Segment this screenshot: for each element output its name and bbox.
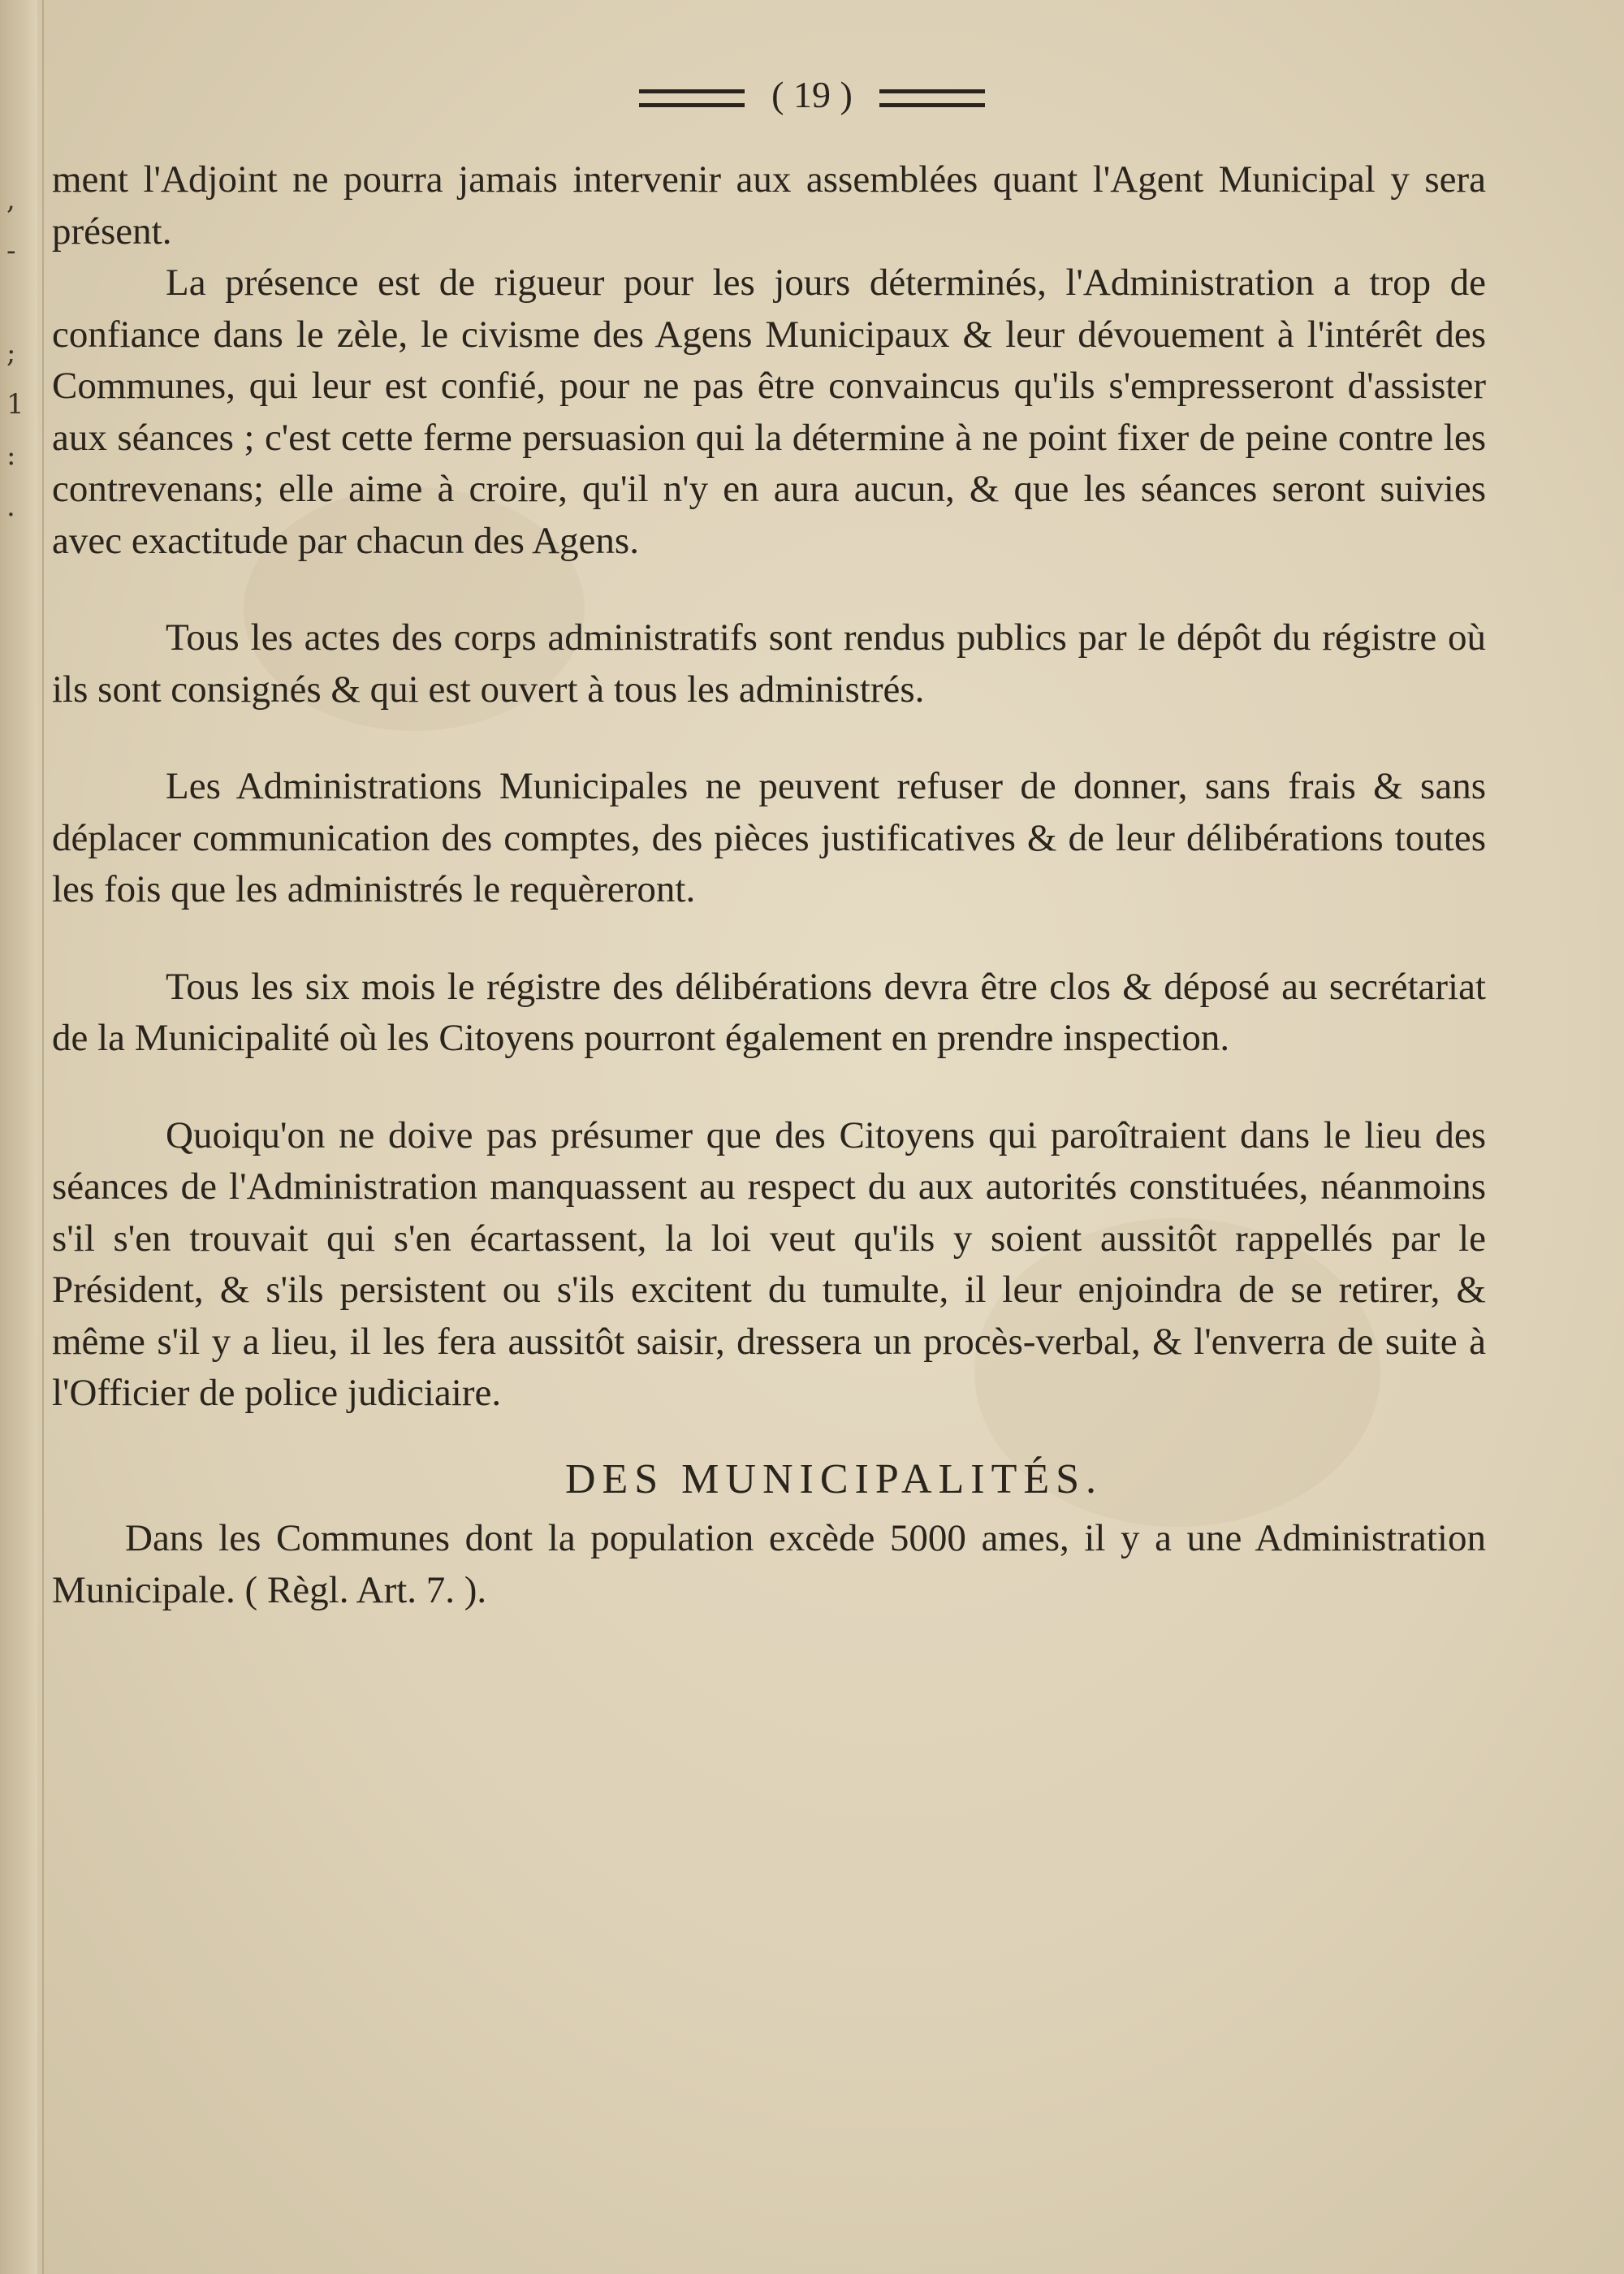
paragraph-continuation: ment l'Adjoint ne pourra jamais intervenir aux assemblées quant l'Agent Municipal y sera présent. <box>52 158 1486 253</box>
margin-mark: . <box>6 491 15 523</box>
margin-mark: : <box>6 439 16 472</box>
margin-mark: - <box>6 235 16 267</box>
header-rule-left <box>639 89 745 107</box>
margin-mark: 1 <box>6 388 24 421</box>
paragraph-order: Quoiqu'on ne doive pas présumer que des Citoyens qui paroîtraient dans le lieu des séances de l'Administration manquassent au respect du aux autorités constituées, néanmoins s'il s'en trouvait qui s'en écartassent, la loi veut qu'ils y soient aussitôt rappellés par le Président, & s'ils persistent ou s'ils excitent du tumulte, il leur enjoindra de se retirer, & même s'il y a lieu, il les fera aussitôt saisir, dressera un procès-verbal, & l'enverra de suite à l'Officier de police judiciaire. <box>52 1113 1486 1414</box>
paragraph-public-acts: Tous les actes des corps administratifs sont rendus publics par le dépôt du régistre où ils sont consignés & qui est ouvert à tous les administrés. <box>52 616 1486 711</box>
facing-page-margin-marks <box>6 175 31 533</box>
paragraph-register: Tous les six mois le régistre des délibérations devra être clos & déposé au secrétariat de la Municipalité où les Citoyens pourront également en prendre inspection. <box>52 965 1486 1059</box>
page-body <box>52 154 1486 1616</box>
page-number: ( 19 ) <box>771 74 853 115</box>
margin-mark <box>6 277 31 328</box>
paragraph-presence: La présence est de rigueur pour les jours déterminés, l'Administration a trop de confiance dans le zèle, le civisme des Agens Municipaux & leur dévouement à l'intérêt des Communes, qui leur est confié, pour ne pas être convaincus qu'ils s'empresseront d'assister aux séances ; c'est cette ferme persuasion qui la détermine à ne point fixer de peine contre les contrevenans; elle aime à croire, qu'il n'y en aura aucun, & que les séances seront suivies avec exactitude par chacun des Agens. <box>52 262 1486 562</box>
margin-mark: , <box>6 184 15 216</box>
section-heading: DES MUNICIPALITÉS. <box>564 1455 1104 1502</box>
header-rule-right <box>879 89 985 107</box>
gutter-edge <box>42 0 44 2274</box>
paragraph-communication: Les Administrations Municipales ne peuvent refuser de donner, sans frais & sans déplacer communication des comptes, des pièces justificatives & de leur délibérations toutes les fois que les administrés le requèreront. <box>52 765 1486 910</box>
margin-mark: ; <box>6 337 16 370</box>
page-header <box>0 73 1624 116</box>
paragraph-municipalities: Dans les Communes dont la population excède 5000 ames, il y a une Administration Municipale. ( Règl. Art. 7. ). <box>52 1517 1486 1611</box>
